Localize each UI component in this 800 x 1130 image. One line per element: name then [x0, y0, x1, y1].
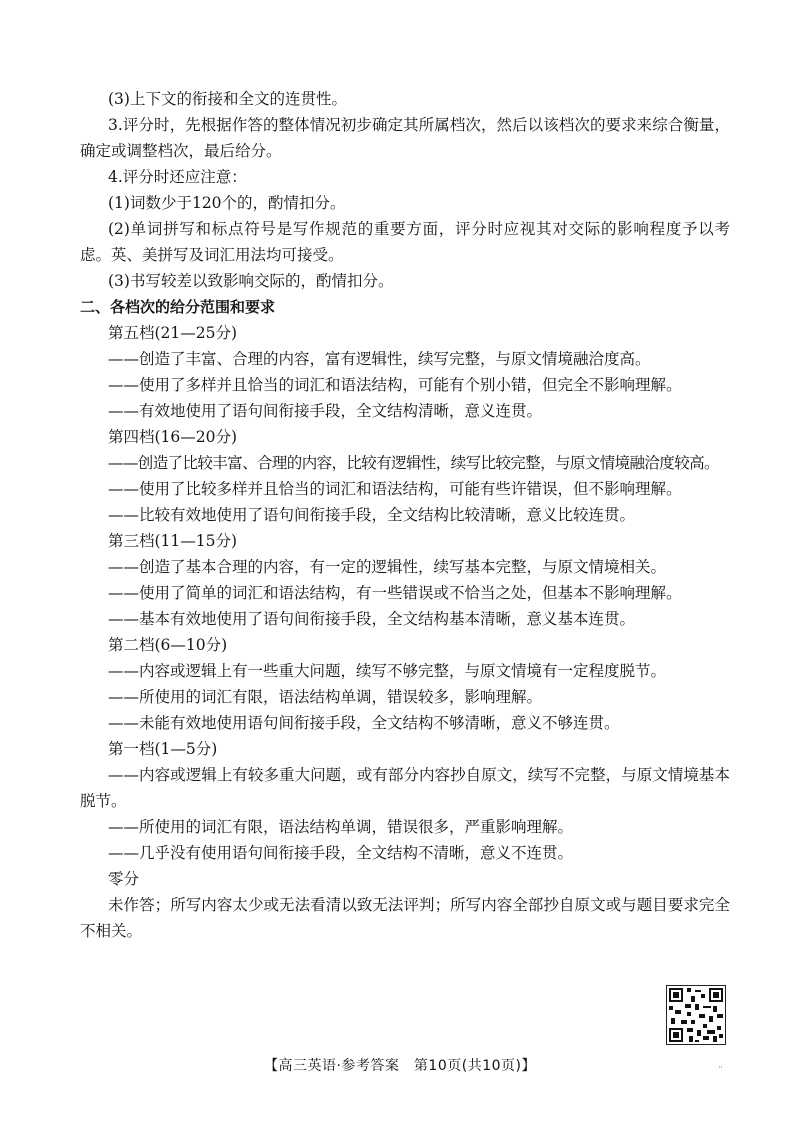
- criterion-line: ——有效地使用了语句间衔接手段，全文结构清晰，意义连贯。: [108, 402, 543, 420]
- criterion-line: ——基本有效地使用了语句间衔接手段，全文结构基本清晰，意义基本连贯。: [108, 610, 636, 628]
- grade-title: 零分: [108, 870, 140, 888]
- text-line: (1)词数少于120个的，酌情扣分。: [108, 194, 346, 212]
- criterion-line: ——所使用的词汇有限，语法结构单调，错误很多，严重影响理解。: [108, 818, 574, 836]
- answer-body: [80, 86, 730, 944]
- text-line: 未作答；所写内容太少或无法看清以致无法评判；所写内容全部抄自原文或与题目要求完全不相关。: [80, 896, 730, 940]
- grade-title: 第四档(16—20分): [108, 428, 238, 446]
- criterion-line: ——所使用的词汇有限，语法结构单调，错误较多，影响理解。: [108, 688, 543, 706]
- qr-code-icon: [666, 985, 726, 1045]
- text-line: 4.评分时还应注意：: [108, 168, 247, 186]
- text-line: (3)上下文的衔接和全文的连贯性。: [108, 90, 347, 108]
- criterion-line: ——比较有效地使用了语句间衔接手段，全文结构比较清晰，意义比较连贯。: [108, 506, 636, 524]
- criterion-line: ——使用了比较多样并且恰当的词汇和语法结构，可能有些许错误，但不影响理解。: [108, 480, 682, 498]
- grade-title: 第五档(21—25分): [108, 324, 238, 342]
- scan-mark: ¨: [718, 1066, 723, 1077]
- criterion-line: ——几乎没有使用语句间衔接手段，全文结构不清晰，意义不连贯。: [108, 844, 574, 862]
- criterion-line: ——创造了比较丰富、合理的内容，比较有逻辑性，续写比较完整，与原文情境融洽度较高。: [108, 454, 719, 472]
- criterion-line: ——使用了多样并且恰当的词汇和语法结构，可能有个别小错，但完全不影响理解。: [108, 376, 682, 394]
- criterion-line: ——创造了丰富、合理的内容，富有逻辑性，续写完整，与原文情境融洽度高。: [108, 350, 651, 368]
- section-heading: 二、各档次的给分范围和要求: [80, 298, 276, 316]
- grade-title: 第一档(1—5分): [108, 740, 218, 758]
- grade-title: 第三档(11—15分): [108, 532, 238, 550]
- criterion-line: ——未能有效地使用语句间衔接手段，全文结构不够清晰，意义不够连贯。: [108, 714, 620, 732]
- text-line: 3.评分时，先根据作答的整体情况初步确定其所属档次，然后以该档次的要求来综合衡量，确定或调整档次，最后给分。: [80, 116, 730, 160]
- criterion-line: ——内容或逻辑上有一些重大问题，续写不够完整，与原文情境有一定程度脱节。: [108, 662, 667, 680]
- grade-title: 第二档(6—10分): [108, 636, 228, 654]
- criterion-line: ——内容或逻辑上有较多重大问题，或有部分内容抄自原文，续写不完整，与原文情境基本脱节。: [80, 766, 730, 810]
- criterion-line: ——使用了简单的词汇和语法结构，有一些错误或不恰当之处，但基本不影响理解。: [108, 584, 682, 602]
- text-line: (2)单词拼写和标点符号是写作规范的重要方面，评分时应视其对交际的影响程度予以考虑。英、美拼写及词汇用法均可接受。: [80, 220, 730, 264]
- text-line: (3)书写较差以致影响交际的，酌情扣分。: [108, 272, 394, 290]
- criterion-line: ——创造了基本合理的内容，有一定的逻辑性，续写基本完整，与原文情境相关。: [108, 558, 667, 576]
- page-footer: 【高三英语·参考答案 第10页(共10页)】: [263, 1058, 536, 1074]
